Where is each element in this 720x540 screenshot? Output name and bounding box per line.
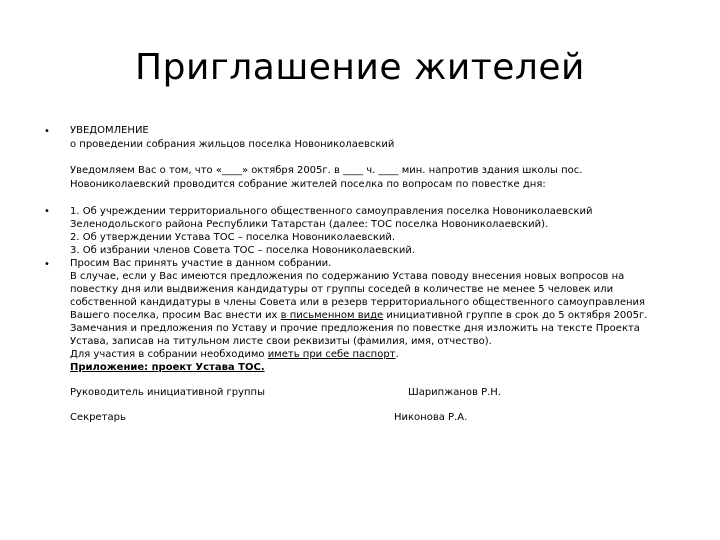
slide-title: Приглашение жителей bbox=[135, 47, 585, 88]
body-line-8-post: . bbox=[395, 349, 399, 360]
bullet-marker-1: • bbox=[44, 126, 50, 137]
body-line-2: В случае, если у Вас имеются предложения по содержанию Устава поводу внесения новых вопросов на bbox=[70, 271, 625, 282]
body-line-3: повестку дня или выдвижения кандидатуры от группы соседей в количестве не менее 5 человек или bbox=[70, 284, 614, 295]
signature-role-2: Секретарь bbox=[70, 412, 126, 423]
agenda-item-1-line-2: Зеленодольского района Республики Татарстан (далее: ТОС поселка Новониколаевский). bbox=[70, 219, 549, 230]
body-line-5-underlined: в письменном виде bbox=[280, 310, 384, 321]
body-line-8-underlined: иметь при себе паспорт bbox=[267, 349, 396, 360]
body-line-5-post: инициативной группе в срок до 5 октября 2005г. bbox=[383, 310, 648, 321]
agenda-item-1-line-1: 1. Об учреждении территориального общественного самоуправления поселка Новониколаевский bbox=[70, 206, 593, 217]
agenda-item-3: 3. Об избрании членов Совета ТОС – поселка Новониколаевский. bbox=[70, 245, 416, 256]
body-line-8 bbox=[70, 349, 399, 361]
signature-name-2: Никонова Р.А. bbox=[394, 412, 468, 423]
signature-name-1: Шарипжанов Р.Н. bbox=[408, 387, 501, 398]
notice-subheading: о проведении собрания жильцов поселка Новониколаевский bbox=[70, 139, 395, 150]
body-line-1: Просим Вас принять участие в данном собрании. bbox=[70, 258, 332, 269]
agenda-item-2: 2. Об утверждении Устава ТОС – поселка Новониколаевский. bbox=[70, 232, 396, 243]
body-line-6: Замечания и предложения по Уставу и прочие предложения по повестке дня изложить на тексте Проекта bbox=[70, 323, 640, 334]
appendix-line: Приложение: проект Устава ТОС. bbox=[70, 362, 265, 373]
body-line-7: Устава, записав на титульном листе свои реквизиты (фамилия, имя, отчество). bbox=[70, 336, 492, 347]
bullet-marker-3: • bbox=[44, 259, 50, 270]
body-line-8-pre: Для участия в собрании необходимо bbox=[70, 349, 268, 360]
bullet-marker-2: • bbox=[44, 206, 50, 217]
body-line-5-pre: Вашего поселка, просим Вас внести их bbox=[70, 310, 281, 321]
body-line-4: собственной кандидатуры в члены Совета или в резерв территориального общественного самоуправления bbox=[70, 297, 646, 308]
notice-paragraph-line-2: Новониколаевский проводится собрание жителей поселка по вопросам по повестке дня: bbox=[70, 179, 546, 190]
notice-paragraph-line-1: Уведомляем Вас о том, что «____» октября 2005г. в ____ ч. ____ мин. напротив здания школы пос. bbox=[70, 165, 583, 176]
signature-role-1: Руководитель инициативной группы bbox=[70, 387, 265, 398]
notice-heading: УВЕДОМЛЕНИЕ bbox=[70, 125, 149, 136]
body-line-5 bbox=[70, 310, 647, 322]
